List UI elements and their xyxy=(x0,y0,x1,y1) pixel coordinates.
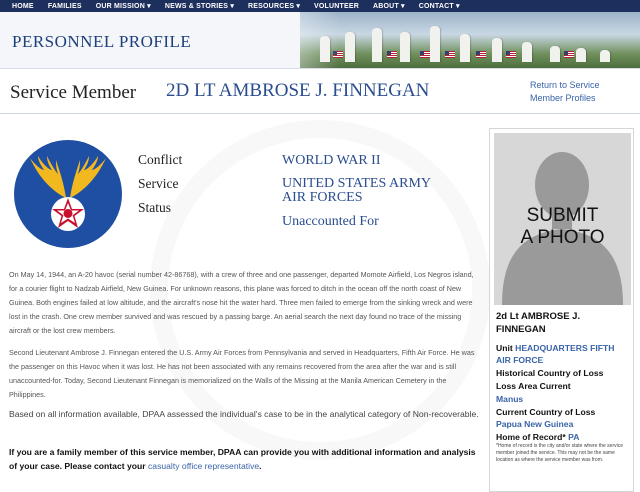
incident-paragraph: On May 14, 1944, an A-20 havoc (serial number 42-86768), with a crew of three and one passenger, departed Momote Airfield, Los Negros island, for a courier flight to Nadzab Airfield, New Guinea. For unknown reasons, this plane was forced to ditch in the ocean off the north coast of New Guinea. Both engines failed at low altitude, and the aircraft's nose hit the water hard. Three men failed to emerge from the sinking wreck and were lost in the crash. One crew member survived and was rescued by a passing barge. An aerial search the next day found no trace of the missing aircraft or the lost crew members. xyxy=(9,270,474,335)
loss-area-label: Loss Area Current xyxy=(496,381,571,391)
nav-resources[interactable]: RESOURCES ▾ xyxy=(248,3,301,10)
bio-paragraph: Second Lieutenant Ambrose J. Finnegan entered the U.S. Army Air Forces from Pennsylvania and served in Headquarters, Fifth Air Force. He was the passenger on this Havoc when it was lost. He has not been associated with any remains recovered from the area after the war and is still unaccounted-for. Today, Second Lieutenant Finnegan is memorialized on the Walls of the Missing at the Manila American Cemetery in the Philippines. xyxy=(9,348,475,399)
unit-row: Unit HEADQUARTERS FIFTH xyxy=(496,343,615,353)
nav-contact[interactable]: CONTACT ▾ xyxy=(418,3,460,10)
assessment-paragraph: Based on all information available, DPAA assessed the individual's case to be in the analytical category of Non-recoverable. xyxy=(9,409,479,419)
service-label: Service xyxy=(138,176,179,191)
home-of-record-note: *Home of record is the city and/or state where the service member joined the service. This may not be the same location as where the service member was from. xyxy=(496,443,624,463)
current-country-label: Current Country of Loss xyxy=(496,407,596,417)
family-contact-text: If you are a family member of this service member, DPAA can provide you with additional information and analysis of your case. Please contact your xyxy=(9,447,476,471)
unit-value-line2: AIR FORCE xyxy=(496,355,544,365)
status-value: Unaccounted For xyxy=(282,214,379,229)
return-to-profiles-link[interactable] xyxy=(530,79,630,105)
submit-photo-placeholder[interactable] xyxy=(494,133,631,305)
home-of-record-row: Home of Record* PA xyxy=(496,432,580,442)
banner xyxy=(0,12,640,68)
loss-area-value: Manus xyxy=(496,394,524,404)
return-link-line1: Return to Service xyxy=(530,80,600,90)
page-title: PERSONNEL PROFILE xyxy=(12,32,192,51)
historical-country-label: Historical Country of Loss xyxy=(496,368,604,378)
nav-families[interactable]: FAMILIES xyxy=(47,2,82,10)
return-link-line2: Member Profiles xyxy=(530,93,596,103)
profile-sidebar xyxy=(489,128,634,492)
conflict-value: WORLD WAR II xyxy=(282,153,381,168)
nav-home[interactable]: HOME xyxy=(12,2,34,10)
service-member-name: 2D LT AMBROSE J. FINNEGAN xyxy=(166,80,430,101)
family-contact-paragraph: If you are a family member of this service member, DPAA can provide you with additional information and analysis of your case. Please contact your casualty office representative. xyxy=(9,447,476,471)
status-label: Status xyxy=(138,200,172,215)
sidebar-member-name: 2d Lt AMBROSE J. FINNEGAN xyxy=(496,311,581,335)
nav-about[interactable]: ABOUT ▾ xyxy=(373,3,405,10)
army-air-forces-emblem-icon xyxy=(14,140,122,248)
nav-volunteer[interactable]: VOLUNTEER xyxy=(314,2,360,10)
top-nav xyxy=(0,0,640,12)
nav-news-stories[interactable]: NEWS & STORIES ▾ xyxy=(164,3,235,10)
casualty-office-link[interactable]: casualty office representative xyxy=(148,461,260,471)
conflict-label: Conflict xyxy=(138,152,183,167)
current-country-value: Papua New Guinea xyxy=(496,419,574,429)
service-value-line2: AIR FORCES xyxy=(282,190,363,205)
service-value-line1: UNITED STATES ARMY xyxy=(282,176,431,191)
nav-our-mission[interactable]: OUR MISSION ▾ xyxy=(95,3,151,10)
cemetery-banner-image xyxy=(300,12,640,68)
service-member-heading: Service Member xyxy=(10,82,137,103)
submit-photo-text: SUBMIT A PHOTO xyxy=(520,205,605,248)
